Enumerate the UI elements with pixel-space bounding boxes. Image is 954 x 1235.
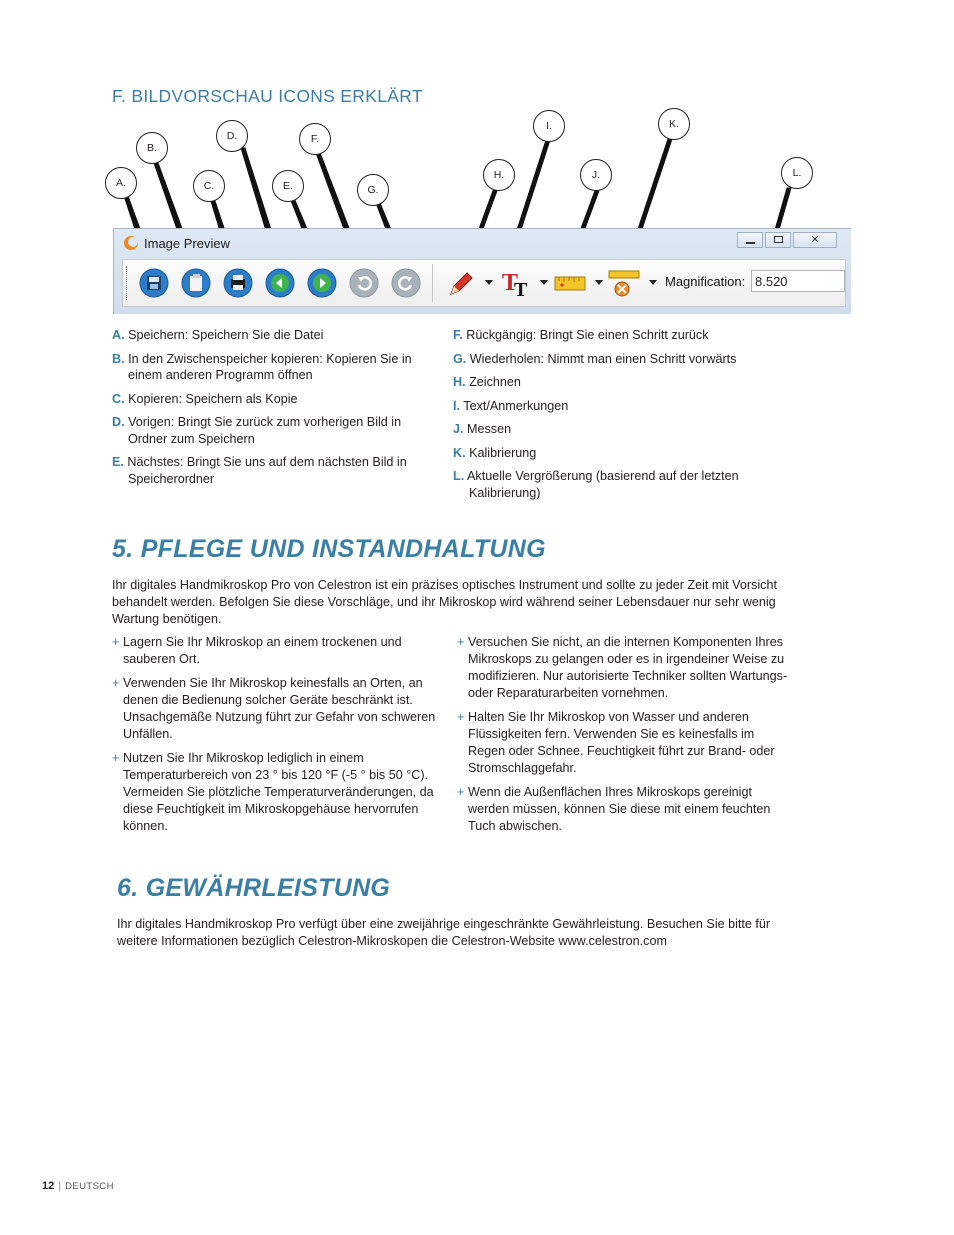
toolbar	[122, 259, 846, 307]
page-number: 12	[42, 1180, 55, 1192]
callout-b: B.	[136, 132, 168, 164]
window-title: Image Preview	[144, 236, 230, 251]
save-copy-icon[interactable]	[223, 268, 253, 298]
callout-g: G.	[357, 174, 389, 206]
callout-a: A.	[105, 167, 137, 199]
footer-language: DEUTSCH	[65, 1181, 114, 1192]
callout-j: J.	[580, 159, 612, 191]
next-icon[interactable]	[307, 268, 337, 298]
legend-item-l: L. Aktuelle Vergrößerung (basierend auf der letzten Kalibrierung)	[453, 469, 739, 500]
legend-item-f: F. Rückgängig: Bringt Sie einen Schritt zurück	[453, 328, 709, 342]
svg-text:T: T	[514, 279, 528, 298]
toolbar-separator	[432, 264, 433, 302]
calibration-icon[interactable]	[607, 268, 641, 298]
legend-item-a: A. Speichern: Speichern Sie die Datei	[112, 328, 324, 342]
draw-dropdown-caret[interactable]	[485, 280, 493, 285]
callout-l: L.	[781, 157, 813, 189]
bullet-item: + Halten Sie Ihr Mikroskop von Wasser und anderen Flüssigkeiten fern. Verwenden Sie es keinesfalls im Regen oder Schnee. Feuchtigkeit führt zur Brand- oder Stromschlaggefahr.	[457, 710, 775, 775]
ruler-icon[interactable]	[553, 268, 587, 298]
section-5-intro: Ihr digitales Handmikroskop Pro von Celestron ist ein präzises optisches Instrument und sollte zu jeder Zeit mit Vorsicht behandelt werden. Befolgen Sie diese Vorschläge, und ihr Mikroskop wird während seiner Lebensdauer nur sehr wenig Wartung benötigen.	[112, 578, 777, 626]
section-5-bullets-left	[112, 634, 442, 842]
legend-item-i: I. Text/Anmerkungen	[453, 398, 569, 413]
callout-e: E.	[272, 170, 304, 202]
bullet-item: + Nutzen Sie Ihr Mikroskop lediglich in einem Temperaturbereich von 23 ° bis 120 °F (-5 ° bis 50 °C). Vermeiden Sie plötzliche Temperaturveränderungen, da diese Feuchtigkeit im Mikroskopgehäuse hervorrufen können.	[112, 751, 434, 833]
previous-icon[interactable]	[265, 268, 295, 298]
undo-icon[interactable]	[349, 268, 379, 298]
section-5-title: 5. PFLEGE UND INSTANDHALTUNG	[112, 535, 546, 563]
pencil-icon[interactable]	[445, 268, 475, 298]
legend-item-k: K. Kalibrierung	[453, 445, 537, 460]
redo-icon[interactable]	[391, 268, 421, 298]
save-icon[interactable]	[139, 268, 169, 298]
text-dropdown-caret[interactable]	[540, 280, 548, 285]
svg-text:T: T	[502, 270, 519, 296]
callout-k: K.	[658, 108, 690, 140]
section-6-title: 6. GEWÄHRLEISTUNG	[117, 874, 391, 902]
callout-f: F.	[299, 123, 331, 155]
measure-dropdown-caret[interactable]	[595, 280, 603, 285]
image-preview-window	[113, 228, 851, 314]
callout-h: H.	[483, 159, 515, 191]
section-5-bullets-right	[457, 634, 789, 842]
legend-item-j: J. Messen	[453, 422, 512, 436]
bullet-item: + Lagern Sie Ihr Mikroskop an einem trockenen und sauberen Ort.	[112, 635, 402, 666]
legend-left	[112, 327, 432, 494]
callout-c: C.	[193, 170, 225, 202]
magnification-label: Magnification:	[665, 274, 746, 289]
minimize-button[interactable]	[737, 232, 763, 248]
calibration-dropdown-caret[interactable]	[649, 280, 657, 285]
footer-separator: |	[58, 1180, 62, 1192]
legend-item-e: E. Nächstes: Bringt Sie uns auf dem nächsten Bild in Speicherordner	[112, 455, 407, 486]
callout-i: I.	[533, 110, 565, 142]
callout-d: D.	[216, 120, 248, 152]
bullet-item: + Wenn die Außenflächen Ihres Mikroskops gereinigt werden müssen, können Sie diese mit einem feuchten Tuch abwischen.	[457, 785, 771, 833]
text-icon[interactable]	[501, 268, 537, 298]
bullet-item: + Versuchen Sie nicht, an die internen Komponenten Ihres Mikroskops zu gelangen oder es in irgendeiner Weise zu modifizieren. Nur autorisierte Techniker sollten Wartungs- oder Reparaturarbeiten vornehmen.	[457, 635, 788, 700]
section-6-text: Ihr digitales Handmikroskop Pro verfügt über eine zweijährige eingeschränkte Gewährleistung. Besuchen Sie bitte für weitere Informationen bezüglich Celestron-Mikroskopen die Celestron-Website www.celestron.com	[117, 917, 771, 948]
subheading: F. BILDVORSCHAU ICONS ERKLÄRT	[112, 86, 423, 106]
clipboard-copy-icon[interactable]	[181, 268, 211, 298]
bullet-item: + Verwenden Sie Ihr Mikroskop keinesfalls an Orten, an denen die Bedienung solcher Geräte beschränkt ist. Unsachgemäße Nutzung führt zur Gefahr von schweren Unfällen.	[112, 676, 436, 741]
toolbar-grip	[126, 266, 130, 300]
legend-item-b: B. In den Zwischenspeicher kopieren: Kopieren Sie in einem anderen Programm öffnen	[112, 351, 412, 382]
legend-item-h: H. Zeichnen	[453, 375, 521, 389]
close-button[interactable]: ✕	[793, 232, 837, 248]
legend-item-g: G. Wiederholen: Nimmt man einen Schritt vorwärts	[453, 351, 737, 366]
legend-item-d: D. Vorigen: Bringt Sie zurück zum vorherigen Bild in Ordner zum Speichern	[112, 415, 402, 446]
page-footer	[42, 1180, 114, 1192]
legend-right	[453, 327, 783, 508]
maximize-button[interactable]	[765, 232, 791, 248]
legend-item-c: C. Kopieren: Speichern als Kopie	[112, 391, 298, 406]
app-logo-icon	[123, 235, 139, 251]
magnification-field[interactable]: 8.520	[751, 270, 845, 292]
